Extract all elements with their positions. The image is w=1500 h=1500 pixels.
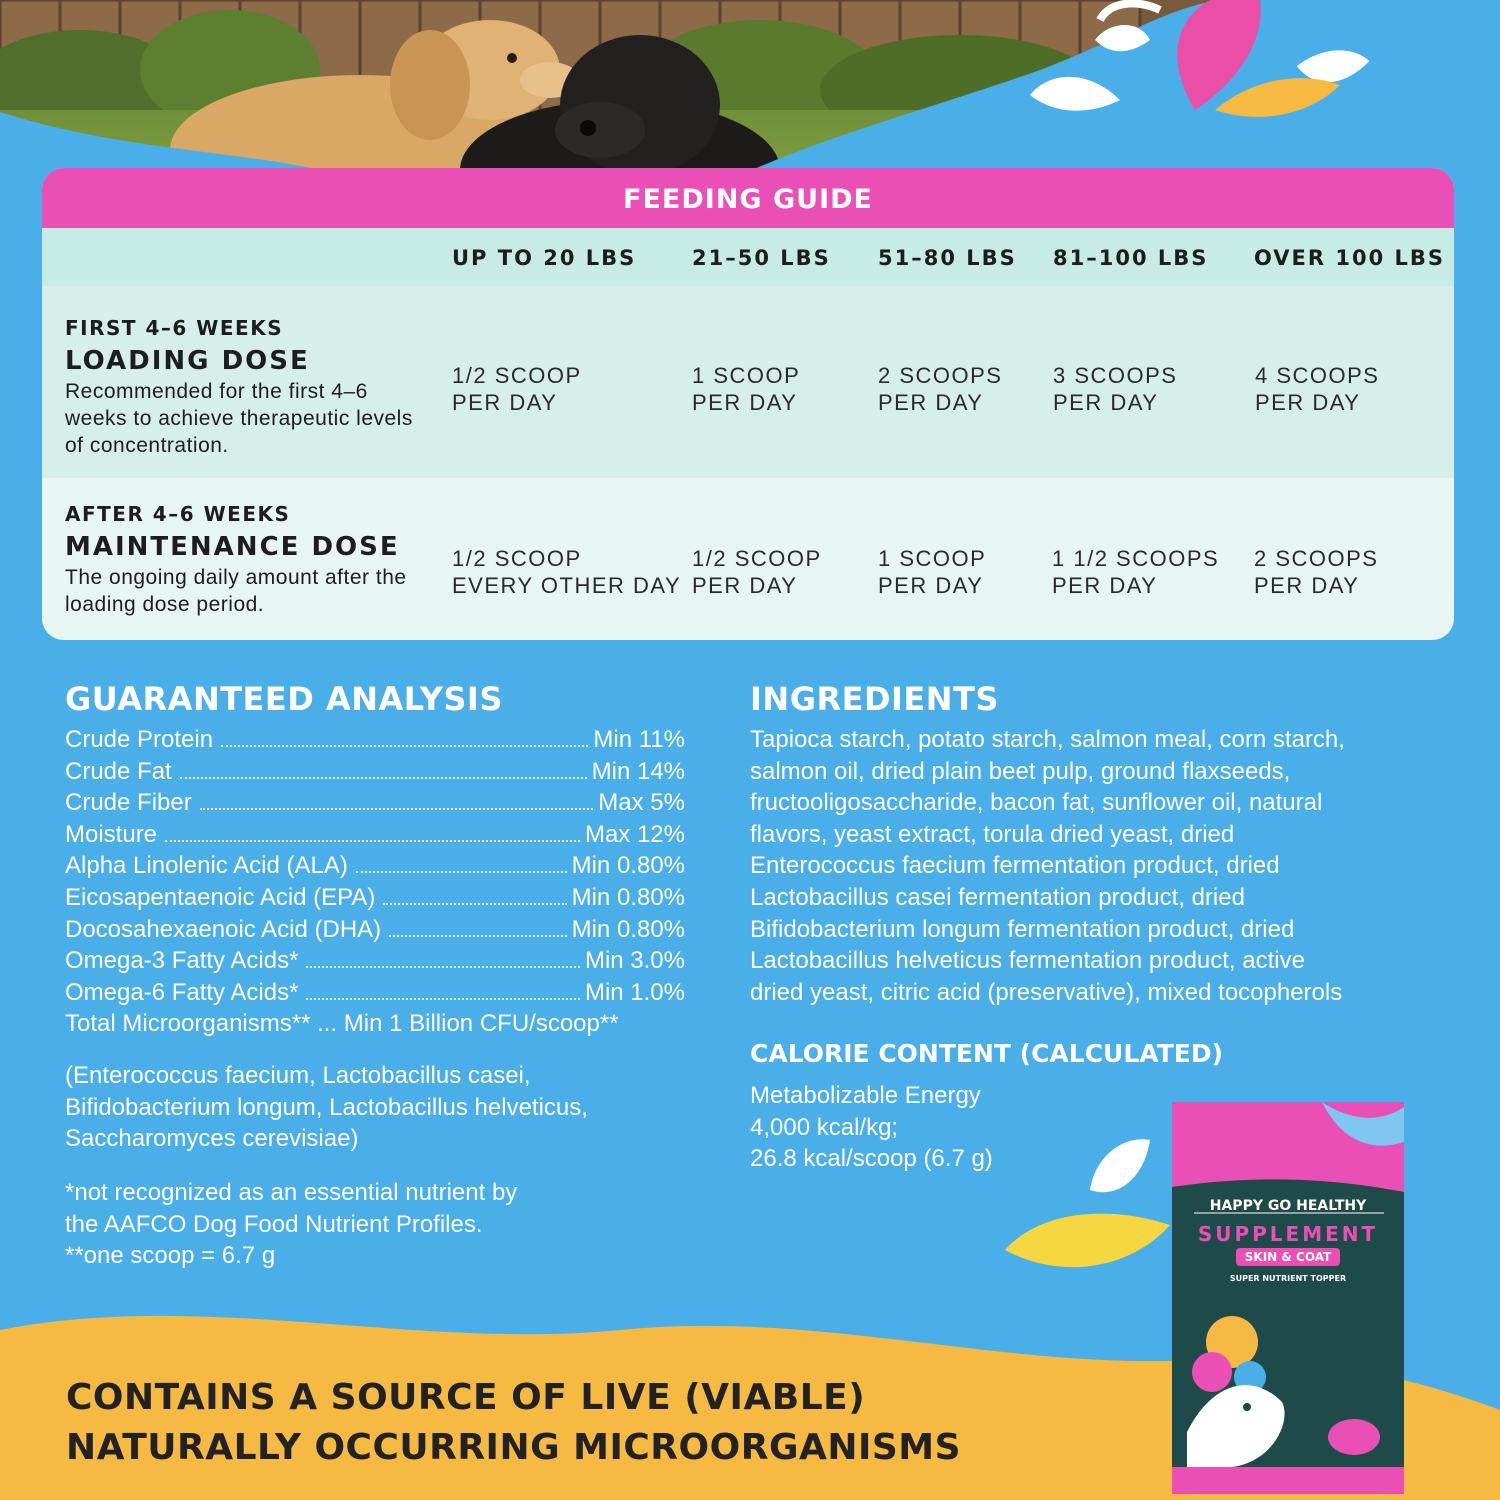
strain-list: (Enterococcus faecium, Lactobacillus casei, Bifidobacterium longum, Lactobacillus helveticus, Saccharomyces cerevisiae) [65, 1062, 588, 1153]
row-title: LOADING DOSE [65, 346, 310, 376]
dose-cell: 1 SCOOP PER DAY [878, 546, 987, 598]
column-header: 81–100 LBS [1053, 246, 1209, 270]
feeding-guide-title: FEEDING GUIDE [42, 168, 1454, 228]
claim-line-2: NATURALLY OCCURRING MICROORGANISMS [66, 1427, 962, 1468]
analysis-row: Total Microorganisms** ... Min 1 Billion CFU/scoop** [65, 1010, 619, 1038]
column-header: 51–80 LBS [878, 246, 1017, 270]
ingredients-text: Tapioca starch, potato starch, salmon meal, corn starch, salmon oil, dried plain beet pulp, ground flaxseeds, fructooligosaccharide, bacon fat, sunflower oil, natural flavors, yeast extract, torula dried yeast, dried Enterococcus faecium fermentation product, dried Lactobacillus casei fermentation product, dried Bifidobacterium longum fermentation product, dried Lactobacillus helveticus fermentation product, active dried yeast, citric acid (preservative), mixed tocopherols [750, 726, 1345, 1006]
feeding-guide-card [42, 168, 1454, 640]
claim-line-1: CONTAINS A SOURCE OF LIVE (VIABLE) [66, 1377, 866, 1418]
analysis-row: Crude Protein Min 11% [65, 726, 685, 753]
guaranteed-analysis-list [65, 726, 685, 1042]
bag-product: SUPPLEMENT [1197, 1222, 1379, 1246]
dose-cell: 2 SCOOPS PER DAY [1254, 546, 1379, 598]
row-description: The ongoing daily amount after the loading dose period. [65, 566, 407, 616]
ingredients-title: INGREDIENTS [750, 680, 999, 718]
analysis-row: Omega-3 Fatty Acids* Min 3.0% [65, 947, 685, 975]
analysis-row: Crude Fiber Max 5% [65, 789, 685, 817]
row-description: Recommended for the first 4–6 weeks to achieve therapeutic levels of concentration. [65, 380, 413, 457]
product-bag [1172, 1102, 1404, 1494]
column-header: 21–50 LBS [692, 246, 831, 270]
row-title: MAINTENANCE DOSE [65, 532, 400, 562]
bag-brand: HAPPY GO HEALTHY [1209, 1198, 1367, 1214]
dose-cell: 4 SCOOPS PER DAY [1255, 363, 1380, 415]
loading-dose-label [65, 316, 435, 459]
maintenance-dose-row [42, 478, 1454, 640]
dose-cell: 1/2 SCOOP PER DAY [692, 546, 822, 598]
analysis-row: Docosahexaenoic Acid (DHA) Min 0.80% [65, 915, 685, 943]
footnotes: *not recognized as an essential nutrient by the AAFCO Dog Food Nutrient Profiles. **one scoop = 6.7 g [65, 1179, 518, 1270]
dose-cell: 3 SCOOPS PER DAY [1053, 363, 1178, 415]
dose-cell: 2 SCOOPS PER DAY [878, 363, 1003, 415]
dose-cell: 1 SCOOP PER DAY [692, 363, 801, 415]
dose-cell: 1/2 SCOOP PER DAY [452, 363, 582, 415]
calorie-content-text: Metabolizable Energy 4,000 kcal/kg; 26.8 kcal/scoop (6.7 g) [750, 1082, 993, 1173]
guaranteed-analysis-title: GUARANTEED ANALYSIS [65, 680, 503, 718]
analysis-row: Alpha Linolenic Acid (ALA) Min 0.80% [65, 852, 685, 880]
analysis-row: Crude Fat Min 14% [65, 757, 685, 785]
maintenance-dose-label [65, 502, 435, 618]
analysis-row: Omega-6 Fatty Acids* Min 1.0% [65, 978, 685, 1006]
analysis-row: Moisture Max 12% [65, 820, 685, 848]
calorie-content-title: CALORIE CONTENT (CALCULATED) [750, 1039, 1223, 1068]
column-header: UP TO 20 LBS [452, 246, 637, 270]
dose-cell: 1/2 SCOOP EVERY OTHER DAY [452, 546, 682, 598]
bag-tagline: SUPER NUTRIENT TOPPER [1229, 1274, 1347, 1283]
analysis-row: Eicosapentaenoic Acid (EPA) Min 0.80% [65, 883, 685, 911]
dose-cell: 1 1/2 SCOOPS PER DAY [1052, 546, 1220, 598]
row-kicker: FIRST 4–6 WEEKS [65, 316, 284, 340]
column-header: OVER 100 LBS [1254, 246, 1446, 270]
bag-variant: SKIN & COAT [1236, 1248, 1340, 1266]
loading-dose-row [42, 286, 1454, 478]
water-splash-icon [1000, 1130, 1180, 1280]
row-kicker: AFTER 4–6 WEEKS [65, 502, 291, 526]
column-header-row [42, 228, 1454, 286]
